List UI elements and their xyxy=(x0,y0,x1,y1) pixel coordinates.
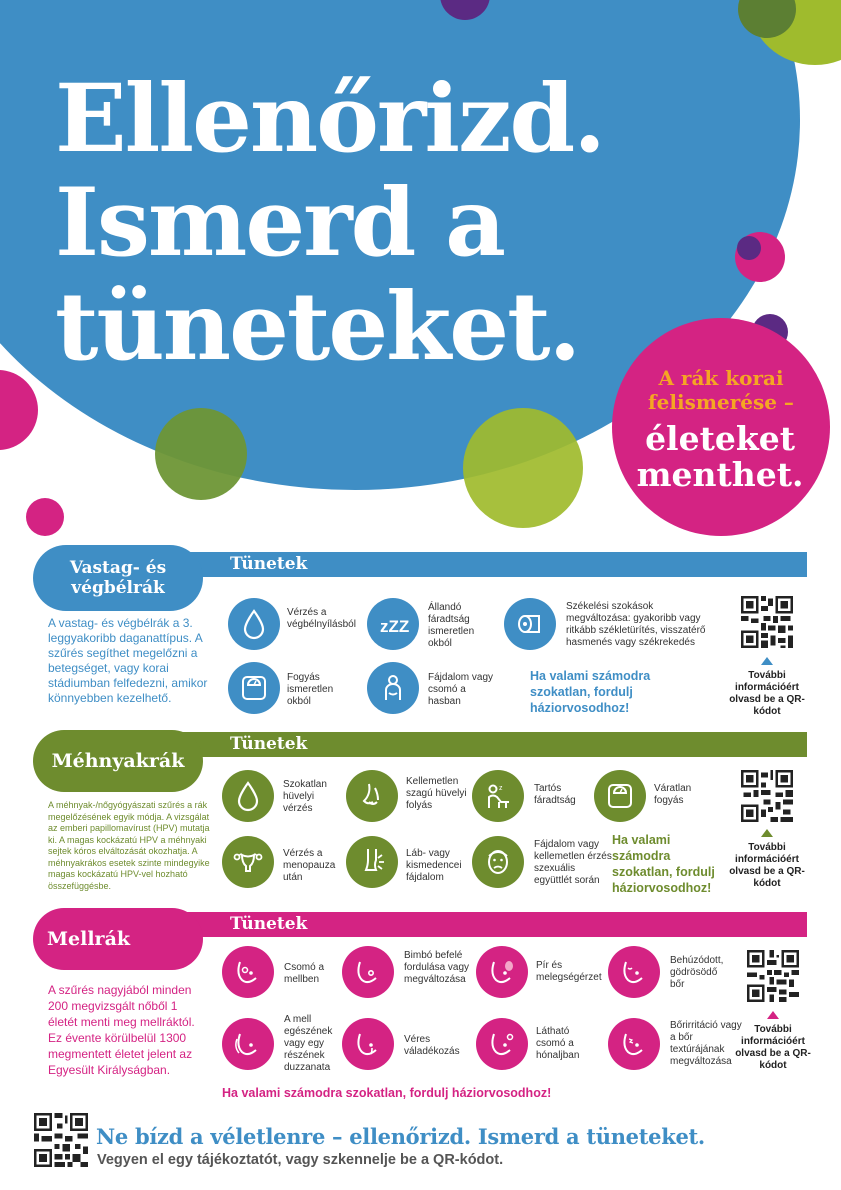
zzz-icon xyxy=(367,598,419,650)
breast-qr-code[interactable] xyxy=(747,950,799,1002)
breast-intro: A szűrés nagyjából minden 200 megvizsgált nőből 1 életét menti meg mellráktól. Ez évente körülbelül 1300 megmentett életet jelent az Egyesült Királyságban. xyxy=(48,983,195,1077)
cervical-symptoms-heading: Tünetek xyxy=(230,734,308,754)
breast-nipple-icon xyxy=(342,946,394,998)
breast-cta: Ha valami számodra szokatlan, fordulj háziorvosodhoz! xyxy=(222,1086,552,1100)
cervical-cta: Ha valami számodra szokatlan, fordulj háziorvosodhoz! xyxy=(612,833,715,895)
breast-symptom-1: Csomó a mellben xyxy=(284,962,325,985)
colorectal-symptom-2: Állandó fáradtság ismeretlen okból xyxy=(428,602,475,649)
breast-skin-icon xyxy=(608,1018,660,1070)
title-line-2: Ismerd a xyxy=(55,168,505,278)
colorectal-qr-text: További információért olvasd be a QR-kódot xyxy=(729,670,805,717)
breast-symptom-4: Behúzódott, gödrösödő bőr xyxy=(670,955,724,990)
breast-swelling-icon xyxy=(222,1018,274,1070)
svg-text:z: z xyxy=(499,785,503,792)
svg-text:zZZ: zZZ xyxy=(380,617,409,636)
breast-redness-icon xyxy=(476,946,528,998)
cervical-qr-arrow xyxy=(761,829,773,837)
decor-circle-green-middle xyxy=(155,408,247,500)
cervical-qr-text: További információért olvasd be a QR-kódot xyxy=(729,842,805,889)
footer-qr-code[interactable] xyxy=(34,1113,88,1167)
breast-symptom-6: Véres váladékozás xyxy=(404,1034,460,1057)
colorectal-symptoms-heading: Tünetek xyxy=(230,554,308,574)
breast-lump-icon xyxy=(222,946,274,998)
cervical-heading: Méhnyakrák xyxy=(33,730,203,792)
breast-discharge-icon xyxy=(342,1018,394,1070)
decor-circle-pink-small xyxy=(26,498,64,536)
drop-icon xyxy=(222,770,274,822)
badge-line-2: felismerése – xyxy=(648,390,794,414)
title-line-1: Ellenőrizd. xyxy=(55,64,604,174)
colorectal-qr-arrow xyxy=(761,657,773,665)
colorectal-qr-code[interactable] xyxy=(741,596,793,648)
nose-icon xyxy=(346,770,398,822)
scale-icon xyxy=(228,662,280,714)
colorectal-intro: A vastag- és végbélrák a 3. leggyakoribb daganattípus. A szűrés segíthet megelőzni a betegséget, vagy korai stádiumban felfedezni, amikor könnyebben kezelhető. xyxy=(48,616,208,705)
breast-qr-text: További információért olvasd be a QR-kódot xyxy=(735,1024,811,1071)
breast-symptoms-heading: Tünetek xyxy=(230,914,308,934)
scale-icon xyxy=(594,770,646,822)
colorectal-symptom-4: Fogyás ismeretlen okból xyxy=(287,672,334,707)
breast-symptom-5: A mell egészének vagy egy részének duzzanata xyxy=(284,1014,333,1073)
breast-dimple-icon xyxy=(608,946,660,998)
cervical-symptom-2: Kellemetlen szagú hüvelyi folyás xyxy=(406,776,467,811)
tired-person-icon xyxy=(472,770,524,822)
badge-line-1: A rák korai xyxy=(658,366,784,390)
cervical-symptom-5: Vérzés a menopauza után xyxy=(283,848,336,883)
colorectal-symptom-3: Székelési szokások megváltozása: gyakoribb vagy ritkább székletürítés, visszatérő hasmenés vagy székrekedés xyxy=(566,601,706,648)
toilet-roll-icon xyxy=(504,598,556,650)
breast-heading: Mellrák xyxy=(33,908,203,970)
badge-line-3: életeket xyxy=(645,419,795,458)
colorectal-heading: Vastag- és végbélrák xyxy=(33,545,203,611)
breast-symptom-3: Pír és melegségérzet xyxy=(536,960,602,983)
cervical-qr-code[interactable] xyxy=(741,770,793,822)
breast-qr-arrow xyxy=(767,1011,779,1019)
cervical-intro: A méhnyak-/nőgyógyászati szűrés a rák megelőzésének egyik módja. A vizsgálat az emberi papillomavírust (HPV) mutatja ki. A magas kockázatú HPV a méhnyaki sejtek kóros elváltozását okozhatja. A méhnyakrákos esetek szinte mindegyike magas kockázatú HPV-vel hozható összefüggésbe. xyxy=(48,800,210,891)
badge-line-4: menthet. xyxy=(636,455,804,494)
leg-pain-icon xyxy=(346,836,398,888)
decor-circle-green-center xyxy=(463,408,583,528)
breast-symptom-8: Bőrirritáció vagy a bőr textúrájának megváltozása xyxy=(670,1020,742,1067)
colorectal-symptom-1: Vérzés a végbélnyílásból xyxy=(287,607,356,630)
breast-symptom-7: Látható csomó a hónaljban xyxy=(536,1026,580,1061)
drop-icon xyxy=(228,598,280,650)
cervical-symptom-6: Láb- vagy kismedencei fájdalom xyxy=(406,848,462,883)
uterus-icon xyxy=(222,836,274,888)
abdominal-pain-icon xyxy=(367,662,419,714)
footer-slogan: Ne bízd a véletlenre – ellenőrizd. Ismerd a tüneteket. xyxy=(96,1124,705,1149)
title-line-3: tüneteket. xyxy=(55,272,580,382)
footer-instruction: Vegyen el egy tájékoztatót, vagy szkennelje be a QR-kódot. xyxy=(97,1152,504,1168)
cervical-symptom-7: Fájdalom vagy kellemetlen érzés szexuális együttlét során xyxy=(534,839,612,886)
decor-circle-pink-left xyxy=(0,370,38,450)
decor-circle-purple-right xyxy=(737,236,761,260)
worried-face-icon xyxy=(472,836,524,888)
cervical-symptom-4: Váratlan fogyás xyxy=(654,783,692,806)
colorectal-symptom-5: Fájdalom vagy csomó a hasban xyxy=(428,672,494,707)
colorectal-cta: Ha valami számodra szokatlan, fordulj háziorvosodhoz! xyxy=(530,669,651,715)
breast-symptom-2: Bimbó befelé fordulása vagy megváltozása xyxy=(404,950,470,985)
cervical-symptom-3: Tartós fáradtság xyxy=(534,783,576,806)
armpit-lump-icon xyxy=(476,1018,528,1070)
cervical-symptom-1: Szokatlan hüvelyi vérzés xyxy=(283,779,327,814)
